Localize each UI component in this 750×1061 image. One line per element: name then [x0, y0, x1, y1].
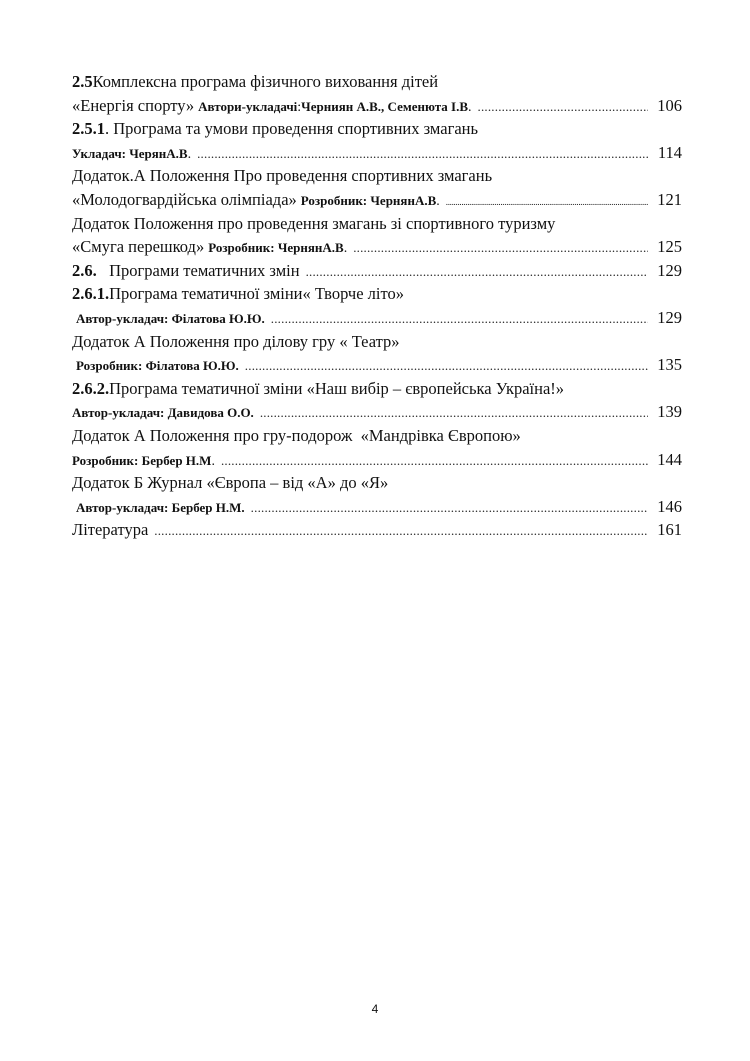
- toc-role-label: Розробник: Бербер Н.М: [72, 452, 212, 468]
- toc-entry-appendix-europe-trip[interactable]: [72, 426, 682, 450]
- toc-entry-appendix-a-olympiad[interactable]: [72, 166, 682, 190]
- toc-section-number: 2.5.1: [72, 119, 105, 139]
- toc-leader-dots: [251, 500, 648, 516]
- toc-page-number: 139: [657, 402, 682, 422]
- toc-role-label: Укладач: ЧерянА.В: [72, 145, 188, 161]
- toc-entry-title: Додаток Положення про проведення змагань зі спортивного туризму: [72, 213, 556, 233]
- toc-leader-dots: [221, 453, 648, 469]
- table-of-contents: [72, 72, 682, 544]
- toc-authors: Черниян А.В., Семенюта І.В: [301, 98, 468, 114]
- toc-page-number: 161: [657, 520, 682, 540]
- toc-role-label: Автор-укладач: Філатова Ю.Ю.: [76, 310, 265, 326]
- toc-entry-title: Програма тематичної зміни« Творче літо»: [109, 284, 404, 304]
- toc-role-label: Розробник: Філатова Ю.Ю.: [76, 358, 239, 374]
- toc-entry-appendix-theatre[interactable]: [72, 332, 682, 356]
- toc-entry-title: «Енергія спорту»: [72, 95, 195, 115]
- toc-leader-dots: [353, 240, 648, 256]
- toc-entry-title: «Молодогвардійська олімпіада»: [72, 189, 297, 209]
- page-number: 4: [371, 1002, 379, 1016]
- toc-section-number: 2.5: [72, 72, 93, 91]
- toc-role-label: Автор-укладач: Бербер Н.М.: [76, 499, 245, 515]
- toc-dot: .: [187, 146, 192, 162]
- toc-entry-title: «Смуга перешкод»: [72, 237, 205, 257]
- toc-entry-title: Додаток А Положення про ділову гру « Театр»: [72, 331, 400, 351]
- toc-entry-appendix-b-journal[interactable]: [72, 473, 682, 497]
- toc-leader-dots: [478, 99, 649, 115]
- toc-leader-dots: [197, 146, 648, 162]
- toc-dot: .: [468, 99, 472, 115]
- toc-entry-title: Додаток Б Журнал «Європа – від «А» до «Я»: [72, 473, 389, 493]
- toc-leader-dots: [271, 311, 648, 327]
- toc-section-number: 2.6.1.: [72, 284, 110, 304]
- toc-page-number: 121: [657, 189, 682, 209]
- toc-page-number: 146: [657, 496, 682, 516]
- toc-leader-dots: [245, 358, 648, 374]
- toc-entry-2-5-1-authors[interactable]: [72, 143, 682, 167]
- toc-page-number: 129: [657, 307, 682, 327]
- toc-entry-2-5-authors[interactable]: [72, 96, 682, 120]
- toc-page-number: 125: [657, 237, 682, 257]
- toc-entry-appendix-europe-trip-authors[interactable]: [72, 450, 682, 474]
- toc-entry-title: Програми тематичних змін: [96, 260, 300, 280]
- toc-entry-title: Програма тематичної зміни «Наш вибір – європейська Україна!»: [109, 378, 565, 398]
- toc-leader-dots: [154, 523, 648, 539]
- toc-entry-2-6[interactable]: [72, 261, 682, 285]
- toc-page-number: 129: [657, 260, 682, 280]
- toc-leader-dots: [446, 197, 648, 207]
- toc-dot: .: [211, 453, 215, 469]
- toc-entry-2-6-2[interactable]: [72, 379, 682, 403]
- toc-separator: :: [297, 99, 302, 115]
- toc-entry-title: Додаток А Положення про гру-подорож «Мандрівка Європою»: [72, 425, 521, 445]
- toc-entry-title: Комплексна програма фізичного виховання дітей: [92, 72, 439, 91]
- toc-section-number: 2.6.2.: [72, 378, 110, 398]
- toc-role-label: Автори-укладачі: [198, 98, 298, 114]
- toc-entry-2-6-1[interactable]: [72, 284, 682, 308]
- toc-role-label: Автор-укладач: Давидова О.О.: [72, 405, 254, 421]
- toc-entry-2-6-2-authors[interactable]: [72, 402, 682, 426]
- toc-entry-title: . Програма та умови проведення спортивних змагань: [105, 119, 479, 139]
- toc-entry-2-5-1[interactable]: [72, 119, 682, 143]
- toc-leader-dots: [306, 264, 648, 280]
- toc-page-number: 144: [657, 449, 682, 469]
- toc-leader-dots: [260, 405, 648, 421]
- toc-page-number: 135: [657, 355, 682, 375]
- toc-entry-2-5[interactable]: [72, 72, 682, 96]
- toc-entry-literature[interactable]: [72, 520, 682, 544]
- toc-entry-2-6-1-authors[interactable]: [72, 308, 682, 332]
- toc-entry-appendix-theatre-authors[interactable]: [72, 355, 682, 379]
- toc-entry-appendix-tourism[interactable]: [72, 214, 682, 238]
- toc-entry-title: Додаток.А Положення Про проведення спортивних змагань: [72, 166, 493, 186]
- toc-page-number: 114: [657, 142, 682, 162]
- toc-entry-title: Література: [72, 520, 149, 540]
- toc-entry-appendix-tourism-authors[interactable]: [72, 237, 682, 261]
- toc-role-label: Розробник: ЧернянА.В: [208, 240, 344, 256]
- toc-dot: .: [343, 241, 348, 257]
- toc-dot: .: [436, 193, 440, 209]
- toc-section-number: 2.6.: [72, 260, 97, 280]
- toc-entry-appendix-a-olympiad-authors[interactable]: [72, 190, 682, 214]
- toc-role-label: Розробник: ЧернянА.В: [300, 192, 437, 208]
- toc-entry-appendix-b-journal-authors[interactable]: [72, 497, 682, 521]
- toc-page-number: 106: [657, 95, 682, 115]
